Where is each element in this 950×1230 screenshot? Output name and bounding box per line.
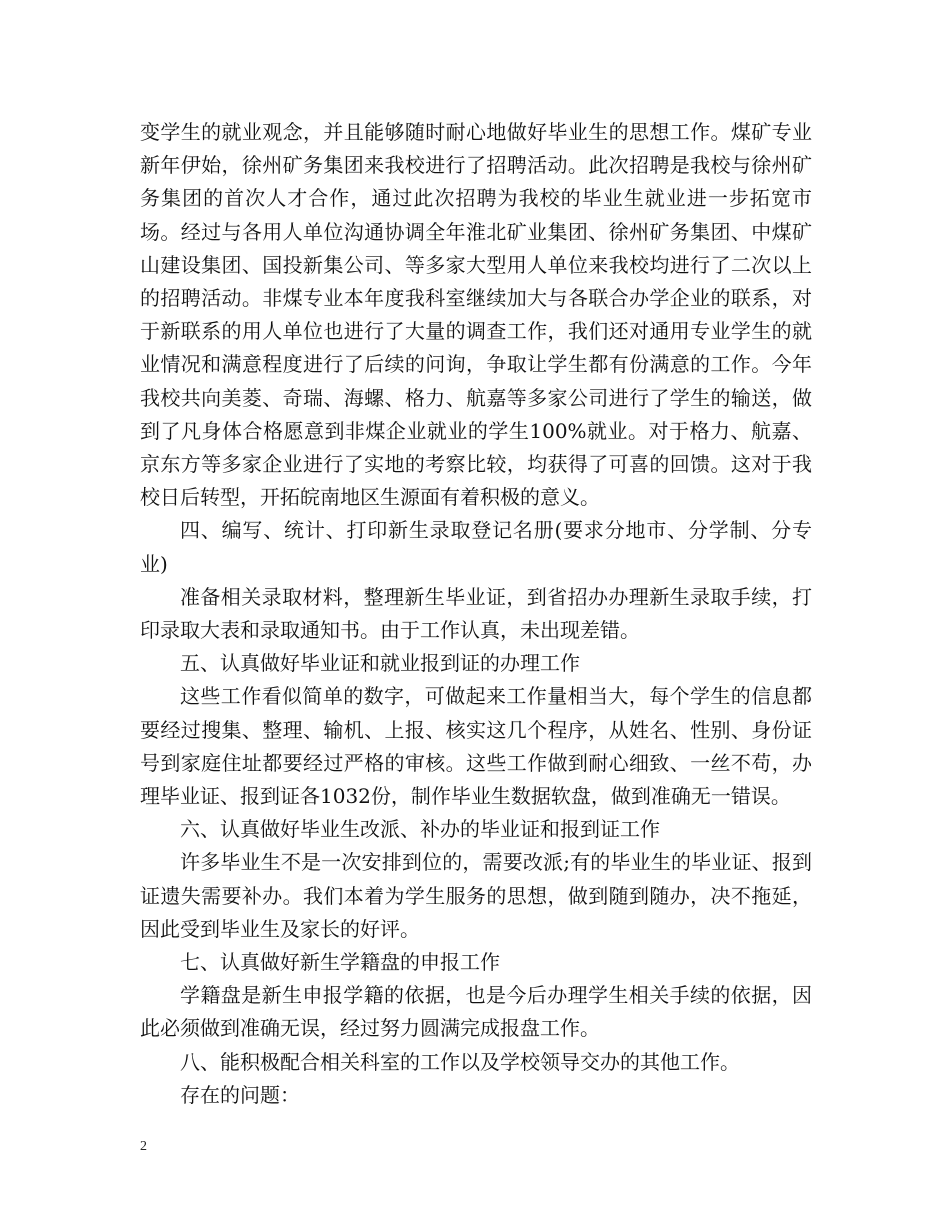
heading-item-seven: 七、认真做好新生学籍盘的申报工作 bbox=[180, 950, 500, 975]
paragraph-admission-materials: 准备相关录取材料，整理新生毕业证，到省招办办理新生录取手续，打印录取大表和录取通知书。由于工作认真，未出现差错。 bbox=[140, 584, 812, 643]
heading-item-five: 五、认真做好毕业证和就业报到证的办理工作 bbox=[180, 651, 580, 676]
paragraph-student-records: 学籍盘是新生申报学籍的依据，也是今后办理学生相关手续的依据，因此必须做到准确无误，经过努力圆满完成报盘工作。 bbox=[140, 983, 812, 1041]
page-number: 2 bbox=[140, 1139, 147, 1154]
document-body bbox=[140, 116, 812, 1112]
heading-item-four: 四、编写、统计、打印新生录取登记名册(要求分地市、分学制、分专业) bbox=[140, 518, 812, 576]
paragraph-reassignment: 许多毕业生不是一次安排到位的，需要改派;有的毕业生的毕业证、报到证遗失需要补办。我们本着为学生服务的思想，做到随到随办，决不拖延，因此受到毕业生及家长的好评。 bbox=[140, 850, 812, 941]
paragraph-certificate-processing: 这些工作看似简单的数字，可做起来工作量相当大，每个学生的信息都要经过搜集、整理、输机、上报、核实这几个程序，从姓名、性别、身份证号到家庭住址都要经过严格的审核。这些工作做到耐心细致、一丝不苟，办理毕业证、报到证各1032份，制作毕业生数据软盘，做到准确无一错误。 bbox=[140, 684, 812, 809]
heading-item-eight: 八、能积极配合相关科室的工作以及学校领导交办的其他工作。 bbox=[180, 1049, 740, 1074]
heading-existing-problems: 存在的问题： bbox=[180, 1082, 300, 1107]
heading-item-six: 六、认真做好毕业生改派、补办的毕业证和报到证工作 bbox=[180, 817, 660, 842]
paragraph-employment-work: 变学生的就业观念，并且能够随时耐心地做好毕业生的思想工作。煤矿专业新年伊始，徐州矿务集团来我校进行了招聘活动。此次招聘是我校与徐州矿务集团的首次人才合作，通过此次招聘为我校的毕业生就业进一步拓宽市场。经过与各用人单位沟通协调全年淮北矿业集团、徐州矿务集团、中煤矿山建设集团、国投新集公司、等多家大型用人单位来我校均进行了二次以上的招聘活动。非煤专业本年度我科室继续加大与各联合办学企业的联系，对于新联系的用人单位也进行了大量的调查工作，我们还对通用专业学生的就业情况和满意程度进行了后续的问询，争取让学生都有份满意的工作。今年我校共向美菱、奇瑞、海螺、格力、航嘉等多家公司进行了学生的输送，做到了凡身体合格愿意到非煤企业就业的学生100%就业。对于格力、航嘉、京东方等多家企业进行了实地的考察比较，均获得了可喜的回馈。这对于我校日后转型，开拓皖南地区生源面有着积极的意义。 bbox=[140, 120, 812, 510]
